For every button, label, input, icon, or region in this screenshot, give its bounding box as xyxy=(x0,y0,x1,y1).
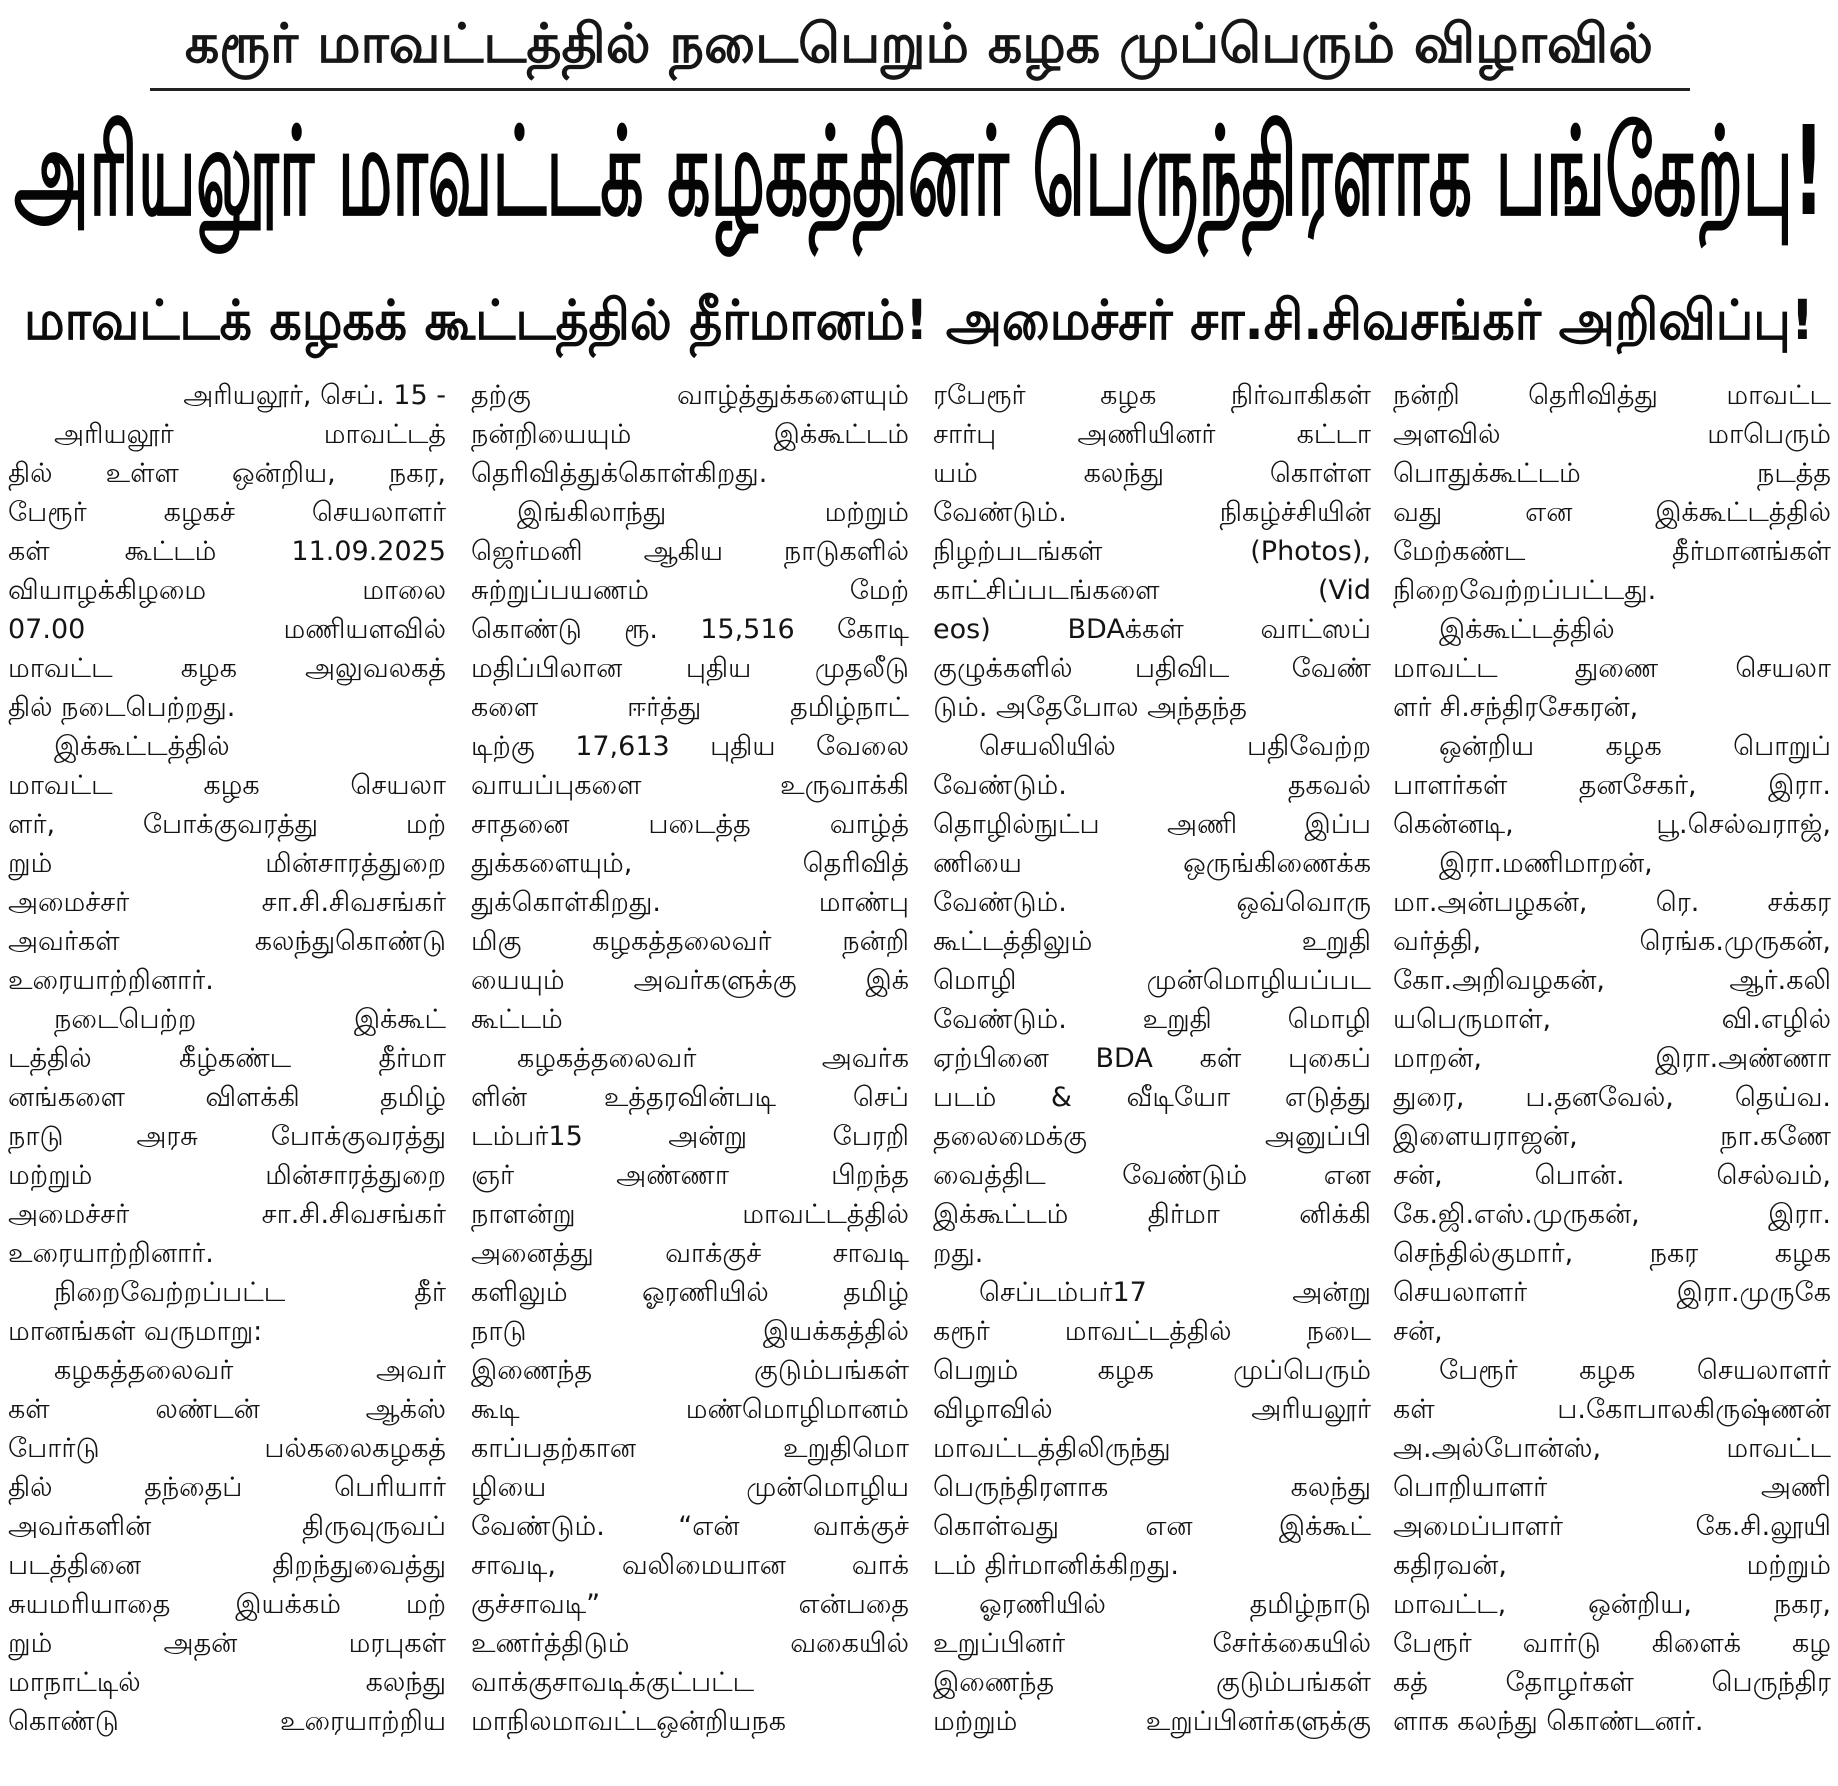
article-text-line: ஞர் அண்ணா பிறந்த xyxy=(471,1160,909,1191)
article-text-line: உறுப்பினர் சேர்க்கையில் xyxy=(933,1628,1371,1659)
article-text-line: eos) BDAக்கள் வாட்ஸப் xyxy=(933,614,1371,645)
article-text-line: ணியை ஒருங்கிணைக்க xyxy=(933,848,1371,879)
article-text-line: துரை, ப.தனவேல், தெய்வ. xyxy=(1393,1082,1831,1113)
article-text-line: அமைச்சர் சா.சி.சிவசங்கர் xyxy=(8,887,446,918)
article-text-line: அவர்களின் திருவுருவப் xyxy=(8,1511,446,1542)
article-text-line: கொள்வது என இக்கூட் xyxy=(933,1511,1371,1542)
article-text-line: நிறைவேற்றப்பட்டது. xyxy=(1393,575,1657,606)
article-text-line: பேரூர் கழக செயலாளர் xyxy=(1439,1355,1831,1386)
article-text-line: வது என இக்கூட்டத்தில் xyxy=(1393,497,1831,528)
article-text-line: வைத்திட வேண்டும் என xyxy=(933,1160,1371,1191)
article-text-line: வேண்டும். தகவல் xyxy=(933,770,1371,801)
article-text-line: ளின் உத்தரவின்படி செப் xyxy=(471,1082,909,1113)
article-text-line: டம்பர்15 அன்று பேரறி xyxy=(471,1121,909,1152)
article-text-line: நிறைவேற்றப்பட்ட தீர் xyxy=(54,1277,446,1308)
article-text-line: தலைமைக்கு அனுப்பி xyxy=(933,1121,1371,1152)
article-text-line: ஏற்பினை BDA கள் புகைப் xyxy=(933,1043,1371,1074)
article-text-line: இணைந்த குடும்பங்கள் xyxy=(471,1355,909,1386)
article-text-line: ஓரணியில் தமிழ்நாடு xyxy=(979,1589,1371,1620)
article-text-line: வாக்குசாவடிக்குட்பட்ட xyxy=(471,1667,755,1698)
article-text-line: கென்னடி, பூ.செல்வராஜ், xyxy=(1393,809,1831,840)
article-text-line: செயலியில் பதிவேற்ற xyxy=(979,731,1371,762)
article-text-line: மாவட்டத்திலிருந்து xyxy=(933,1433,1171,1464)
article-text-line: பாளர்கள் தனசேகர், இரா. xyxy=(1393,770,1831,801)
article-text-line: நடைபெற்ற இக்கூட் xyxy=(54,1004,446,1035)
article-text-line: வேண்டும். “என் வாக்குச் xyxy=(471,1511,909,1542)
article-text-line: நாளன்று மாவட்டத்தில் xyxy=(471,1199,909,1230)
article-text-line: விழாவில் அரியலூர் xyxy=(933,1394,1371,1425)
article-text-line: காப்பதற்கான உறுதிமொ xyxy=(471,1433,909,1464)
sub-headline: மாவட்டக் கழகக் கூட்டத்தில் தீர்மானம்! அமைச்சர் சா.சி.சிவசங்கர் அறிவிப்பு! xyxy=(24,288,1814,352)
article-text-line: ளர் சி.சந்திரசேகரன், xyxy=(1393,692,1639,723)
article-text-line: நன்றியையும் இக்கூட்டம் xyxy=(471,419,909,450)
article-text-line: டிற்கு 17,613 புதிய வேலை xyxy=(471,731,909,762)
article-text-line: செந்தில்குமார், நகர கழக xyxy=(1393,1238,1831,1269)
article-text-line: மற்றும் உறுப்பினர்களுக்கு xyxy=(933,1706,1371,1737)
article-text-line: யபெருமாள், வி.எழில் xyxy=(1393,1004,1831,1035)
article-text-line: நன்றி தெரிவித்து மாவட்ட xyxy=(1393,380,1831,411)
article-text-line: கள் ப.கோபாலகிருஷ்ணன் xyxy=(1393,1394,1831,1425)
article-text-line: னங்களை விளக்கி தமிழ் xyxy=(8,1082,446,1113)
article-text-line: கொண்டு ரூ. 15,516 கோடி xyxy=(471,614,909,645)
article-text-line: களிலும் ஓரணியில் தமிழ் xyxy=(471,1277,909,1308)
article-text-line: அனைத்து வாக்குச் சாவடி xyxy=(471,1238,909,1269)
article-text-line: படத்தினை திறந்துவைத்து xyxy=(8,1550,446,1581)
article-text-line: சுயமரியாதை இயக்கம் மற் xyxy=(8,1589,446,1620)
article-text-line: கூடி மண்மொழிமானம் xyxy=(471,1394,909,1425)
article-text-line: அரியலூர், செப். 15 - xyxy=(183,380,446,411)
article-text-line: தற்கு வாழ்த்துக்களையும் xyxy=(471,380,909,411)
article-text-line: இங்கிலாந்து மற்றும் xyxy=(517,497,909,528)
article-text-line: பெறும் கழக முப்பெரும் xyxy=(933,1355,1371,1386)
article-text-line: யையும் அவர்களுக்கு இக் xyxy=(471,965,909,996)
article-text-line: மாவட்ட, ஒன்றிய, நகர, xyxy=(1393,1589,1831,1620)
article-text-line: ளர், போக்குவரத்து மற் xyxy=(8,809,446,840)
article-text-line: இக்கூட்டத்தில் xyxy=(1439,614,1615,645)
article-text-line: செயலாளர் இரா.முருகே xyxy=(1393,1277,1831,1308)
article-text-line: தில் நடைபெற்றது. xyxy=(8,692,236,723)
article-text-line: மாநாட்டில் கலந்து xyxy=(8,1667,446,1698)
article-text-line: இளையராஜன், நா.கணே xyxy=(1393,1121,1831,1152)
article-text-line: பொறியாளர் அணி xyxy=(1393,1472,1831,1503)
article-text-line: கழகத்தலைவர் அவர் xyxy=(54,1355,446,1386)
article-text-line: மாவட்ட துணை செயலா xyxy=(1393,653,1831,684)
article-text-line: றது. xyxy=(933,1238,984,1269)
main-headline: அரியலூர் மாவட்டக் கழகத்தினர் பெருந்திரளாக பங்கேற்பு! xyxy=(13,99,1825,244)
article-text-line: டும். அதேபோல அந்தந்த xyxy=(933,692,1247,723)
article-text-line: றும் அதன் மரபுகள் xyxy=(8,1628,446,1659)
article-text-line: தில் தந்தைப் பெரியார் xyxy=(8,1472,446,1503)
article-text-line: களை ஈர்த்து தமிழ்நாட் xyxy=(471,692,909,723)
article-text-line: கதிரவன், மற்றும் xyxy=(1393,1550,1831,1581)
article-text-line: இணைந்த குடும்பங்கள் xyxy=(933,1667,1371,1698)
article-text-line: தெரிவித்துக்கொள்கிறது. xyxy=(471,458,768,489)
article-text-line: இரா.மணிமாறன், xyxy=(1439,848,1653,879)
article-text-line: மாவட்ட கழக செயலா xyxy=(8,770,446,801)
article-text-line: கத் தோழர்கள் பெருந்திர xyxy=(1393,1667,1831,1698)
article-text-line: சன், பொன். செல்வம், xyxy=(1393,1160,1831,1191)
article-text-line: ரபேரூர் கழக நிர்வாகிகள் xyxy=(933,380,1371,411)
article-text-line: குச்சாவடி” என்பதை xyxy=(471,1589,909,1620)
article-text-line: ளாக கலந்து கொண்டனர். xyxy=(1393,1706,1704,1737)
article-text-line: கே.ஜி.எஸ்.முருகன், இரா. xyxy=(1393,1199,1831,1230)
article-text-line: வேண்டும். நிகழ்ச்சியின் xyxy=(933,497,1371,528)
article-text-line: அமைச்சர் சா.சி.சிவசங்கர் xyxy=(8,1199,446,1230)
article-text-line: தில் உள்ள ஒன்றிய, நகர, xyxy=(8,458,446,489)
article-text-line: மிகு கழகத்தலைவர் நன்றி xyxy=(471,926,909,957)
article-text-line: மா.அன்பழகன், ரெ. சக்கர xyxy=(1393,887,1831,918)
article-text-line: சுற்றுப்பயணம் மேற் xyxy=(471,575,909,606)
article-text-line: அமைப்பாளர் கே.சி.லூயி xyxy=(1393,1511,1831,1542)
article-text-line: தொழில்நுட்ப அணி இப்ப xyxy=(933,809,1371,840)
article-column-2 xyxy=(471,376,909,1780)
article-text-line: அ.அல்போன்ஸ், மாவட்ட xyxy=(1393,1433,1831,1464)
article-text-line: ழியை முன்மொழிய xyxy=(471,1472,909,1503)
article-text-line: கள் லண்டன் ஆக்ஸ் xyxy=(8,1394,446,1425)
article-text-line: போர்டு பல்கலைகழகத் xyxy=(8,1433,446,1464)
article-text-line: கழகத்தலைவர் அவர்க xyxy=(517,1043,909,1074)
article-text-line: மேற்கண்ட தீர்மானங்கள் xyxy=(1393,536,1831,567)
article-text-line: நாடு அரசு போக்குவரத்து xyxy=(8,1121,446,1152)
article-text-line: பேரூர் கழகச் செயலாளர் xyxy=(8,497,446,528)
article-text-line: பொதுக்கூட்டம் நடத்த xyxy=(1393,458,1831,489)
article-text-line: டம் திர்மானிக்கிறது. xyxy=(933,1550,1179,1581)
article-text-line: ஒன்றிய கழக பொறுப் xyxy=(1439,731,1831,762)
article-text-line: அவர்கள் கலந்துகொண்டு xyxy=(8,926,446,957)
article-column-4 xyxy=(1393,376,1831,1780)
article-column-1 xyxy=(8,376,446,1780)
article-text-line: மாறன், இரா.அண்ணா xyxy=(1393,1043,1831,1074)
article-text-line: சாவடி, வலிமையான வாக் xyxy=(471,1550,909,1581)
article-text-line: உணர்த்திடும் வகையில் xyxy=(471,1628,909,1659)
article-text-line: கொண்டு உரையாற்றிய xyxy=(8,1706,446,1737)
article-text-line: பேரூர் வார்டு கிளைக் கழ xyxy=(1393,1628,1831,1659)
article-text-line: கோ.அறிவழகன், ஆர்.கலி xyxy=(1393,965,1831,996)
article-text-line: கூட்டம் xyxy=(471,1004,563,1035)
article-body xyxy=(8,376,1830,1780)
article-text-line: அரியலூர் மாவட்டத் xyxy=(54,419,446,450)
article-text-line: நிழற்படங்கள் (Photos), xyxy=(933,536,1371,567)
article-text-line: மாவட்ட கழக அலுவலகத் xyxy=(8,653,446,684)
article-text-line: றும் மின்சாரத்துறை xyxy=(8,848,446,879)
article-text-line: சார்பு அணியினர் கட்டா xyxy=(933,419,1371,450)
article-text-line: கள் கூட்டம் 11.09.2025 xyxy=(8,536,446,567)
article-text-line: மதிப்பிலான புதிய முதலீடு xyxy=(471,653,909,684)
article-text-line: டத்தில் கீழ்கண்ட தீர்மா xyxy=(8,1043,446,1074)
article-text-line: வேண்டும். ஒவ்வொரு xyxy=(933,887,1371,918)
article-text-line: கூட்டத்திலும் உறுதி xyxy=(933,926,1371,957)
article-text-line: வர்த்தி, ரெங்க.முருகன், xyxy=(1393,926,1831,957)
article-text-line: இக்கூட்டம் திர்மா னிக்கி xyxy=(933,1199,1371,1230)
article-column-3 xyxy=(933,376,1371,1780)
kicker-headline: கரூர் மாவட்டத்தில் நடைபெறும் கழக முப்பெரும் விழாவில் xyxy=(184,11,1654,75)
article-text-line: இக்கூட்டத்தில் xyxy=(54,731,230,762)
article-text-line: வாயப்புகளை உருவாக்கி xyxy=(471,770,909,801)
article-text-line: வியாழக்கிழமை மாலை xyxy=(8,575,446,606)
article-text-line: குழுக்களில் பதிவிட வேண் xyxy=(933,653,1371,684)
article-text-line: மானங்கள் வருமாறு: xyxy=(8,1316,263,1347)
article-text-line: உரையாற்றினார். xyxy=(8,965,214,996)
article-text-line: செப்டம்பர்17 அன்று xyxy=(979,1277,1371,1308)
article-text-line: மாநிலமாவட்டஒன்றியநக xyxy=(471,1706,787,1737)
article-text-line: ஜெர்மனி ஆகிய நாடுகளில் xyxy=(471,536,909,567)
article-text-line: கரூர் மாவட்டத்தில் நடை xyxy=(933,1316,1371,1347)
article-text-line: உரையாற்றினார். xyxy=(8,1238,214,1269)
article-text-line: அளவில் மாபெரும் xyxy=(1393,419,1831,450)
article-text-line: மற்றும் மின்சாரத்துறை xyxy=(8,1160,446,1191)
article-text-line: 07.00 மணியளவில் xyxy=(8,614,446,645)
article-text-line: யம் கலந்து கொள்ள xyxy=(933,458,1371,489)
article-text-line: துக்கொள்கிறது. மாண்பு xyxy=(471,887,909,918)
article-text-line: படம் & வீடியோ எடுத்து xyxy=(933,1082,1371,1113)
article-text-line: காட்சிப்படங்களை (Vid xyxy=(933,575,1371,606)
article-text-line: சாதனை படைத்த வாழ்த் xyxy=(471,809,909,840)
article-text-line: நாடு இயக்கத்தில் xyxy=(471,1316,909,1347)
article-text-line: வேண்டும். உறுதி மொழி xyxy=(933,1004,1371,1035)
article-text-line: மொழி முன்மொழியப்பட xyxy=(933,965,1371,996)
article-text-line: பெருந்திரளாக கலந்து xyxy=(933,1472,1371,1503)
article-text-line: சன், xyxy=(1393,1316,1443,1347)
article-text-line: துக்களையும், தெரிவித் xyxy=(471,848,909,879)
